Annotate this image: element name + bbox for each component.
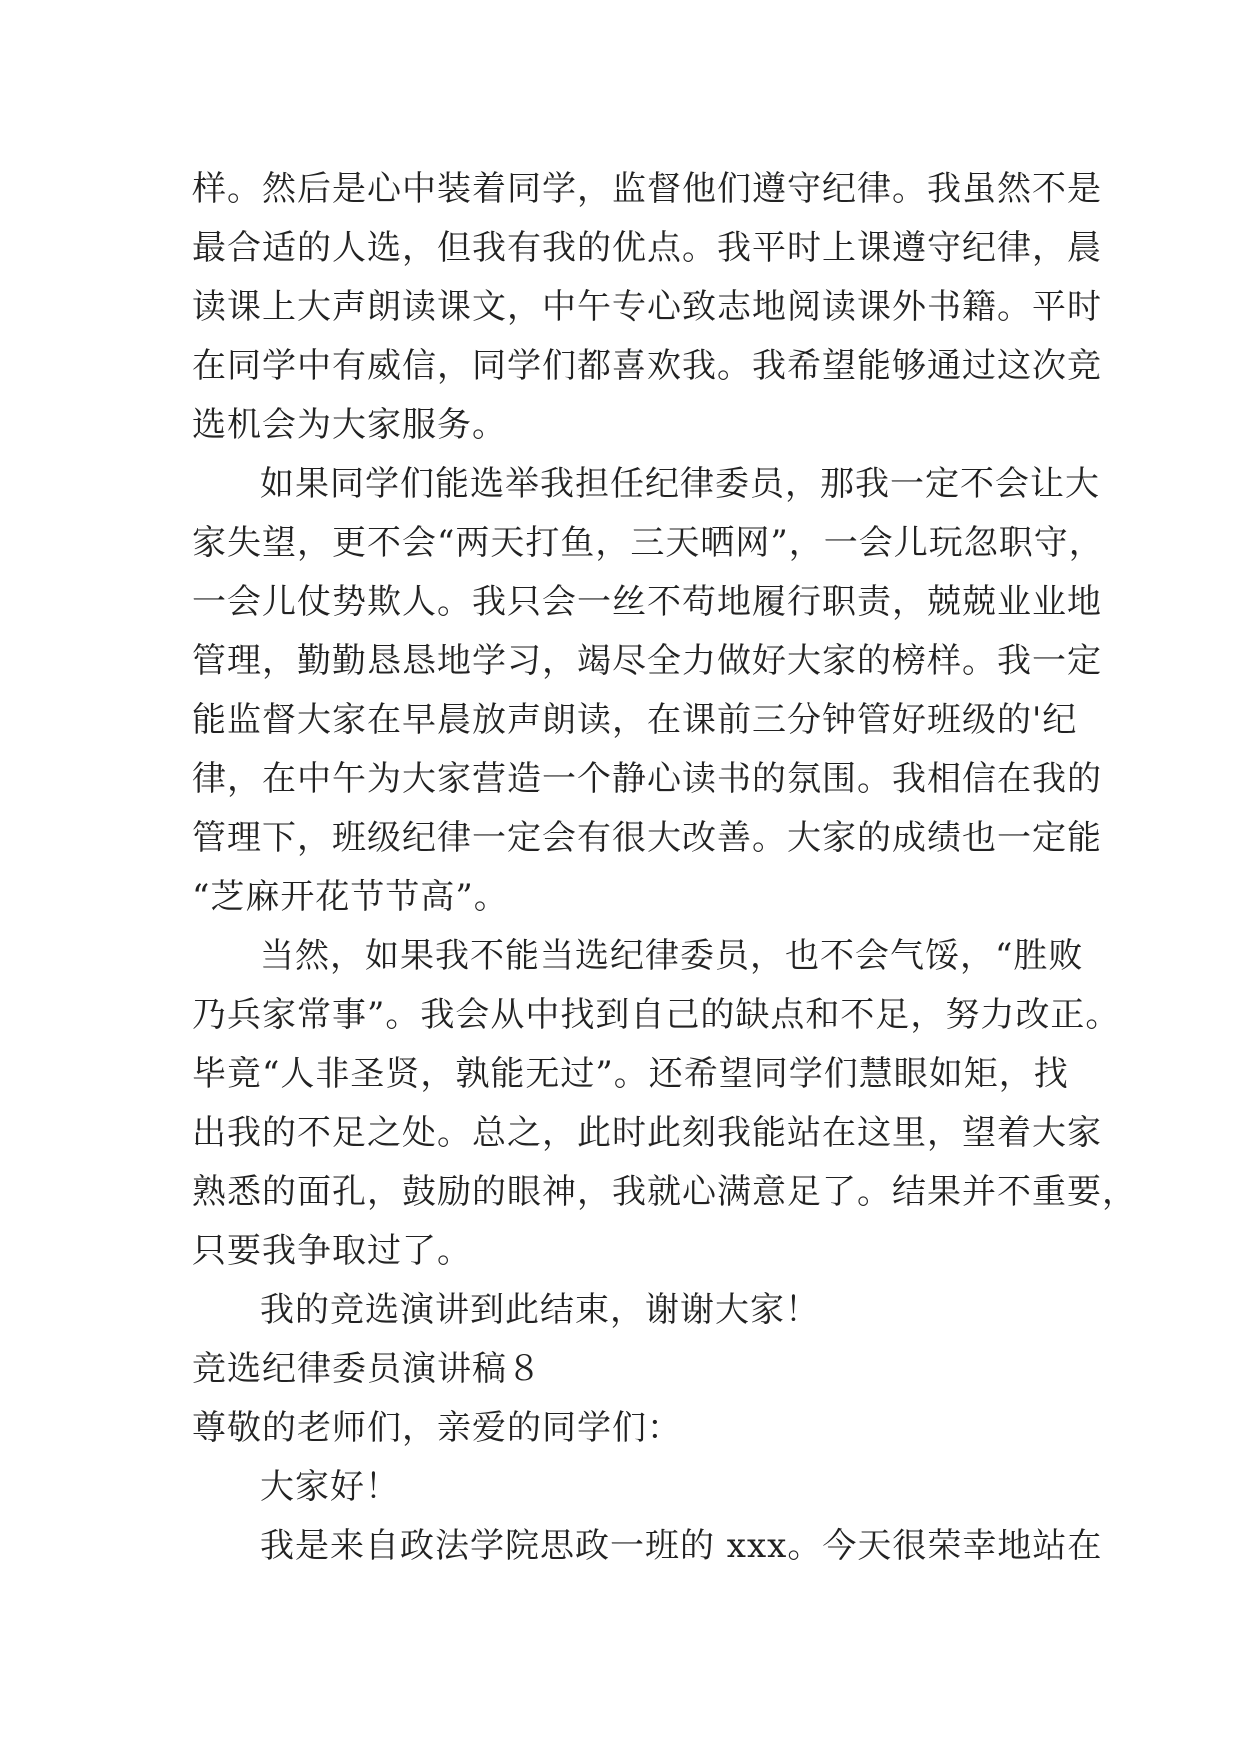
text-line: 最合适的人选，但我有我的优点。我平时上课遵守纪律，晨 <box>192 228 1102 268</box>
document-body <box>192 160 1137 1576</box>
text-line: “芝麻开花节节高”。 <box>192 877 509 917</box>
text-line: 熟悉的面孔，鼓励的眼神，我就心满意足了。结果并不重要， <box>192 1172 1137 1212</box>
text-line: 一会儿仗势欺人。我只会一丝不苟地履行职责，兢兢业业地 <box>192 582 1102 622</box>
text-line: 律，在中午为大家营造一个静心读书的氛围。我相信在我的 <box>192 759 1102 799</box>
text-line: 毕竟“人非圣贤，孰能无过”。还希望同学们慧眼如矩，找 <box>192 1054 1069 1094</box>
text-line: 管理，勤勤恳恳地学习，竭尽全力做好大家的榜样。我一定 <box>192 641 1102 681</box>
text-line: 我的竞选演讲到此结束，谢谢大家！ <box>260 1290 820 1330</box>
text-line: 出我的不足之处。总之，此时此刻我能站在这里，望着大家 <box>192 1113 1102 1153</box>
text-line: 家失望，更不会“两天打鱼，三天晒网”，一会儿玩忽职守， <box>192 523 1104 563</box>
text-line: 乃兵家常事”。我会从中找到自己的缺点和不足，努力改正。 <box>192 995 1121 1035</box>
text-line: 在同学中有威信，同学们都喜欢我。我希望能够通过这次竞 <box>192 346 1102 386</box>
text-line: 选机会为大家服务。 <box>192 405 507 445</box>
salutation: 尊敬的老师们，亲爱的同学们： <box>192 1408 682 1448</box>
text-line: 当然，如果我不能当选纪律委员，也不会气馁，“胜败 <box>260 936 1084 976</box>
text-line: 样。然后是心中装着同学，监督他们遵守纪律。我虽然不是 <box>192 169 1102 209</box>
text-line: 如果同学们能选举我担任纪律委员，那我一定不会让大 <box>260 464 1100 504</box>
text-line: 读课上大声朗读课文，中午专心致志地阅读课外书籍。平时 <box>192 287 1102 327</box>
text-line: 我是来自政法学院思政一班的 xxx。今天很荣幸地站在 <box>260 1526 1103 1566</box>
section-heading: 竞选纪律委员演讲稿８ <box>192 1349 542 1389</box>
text-line: 管理下，班级纪律一定会有很大改善。大家的成绩也一定能 <box>192 818 1102 858</box>
greeting: 大家好！ <box>260 1467 400 1507</box>
text-line: 能监督大家在早晨放声朗读，在课前三分钟管好班级的'纪 <box>192 700 1078 740</box>
text-line: 只要我争取过了。 <box>192 1231 472 1271</box>
